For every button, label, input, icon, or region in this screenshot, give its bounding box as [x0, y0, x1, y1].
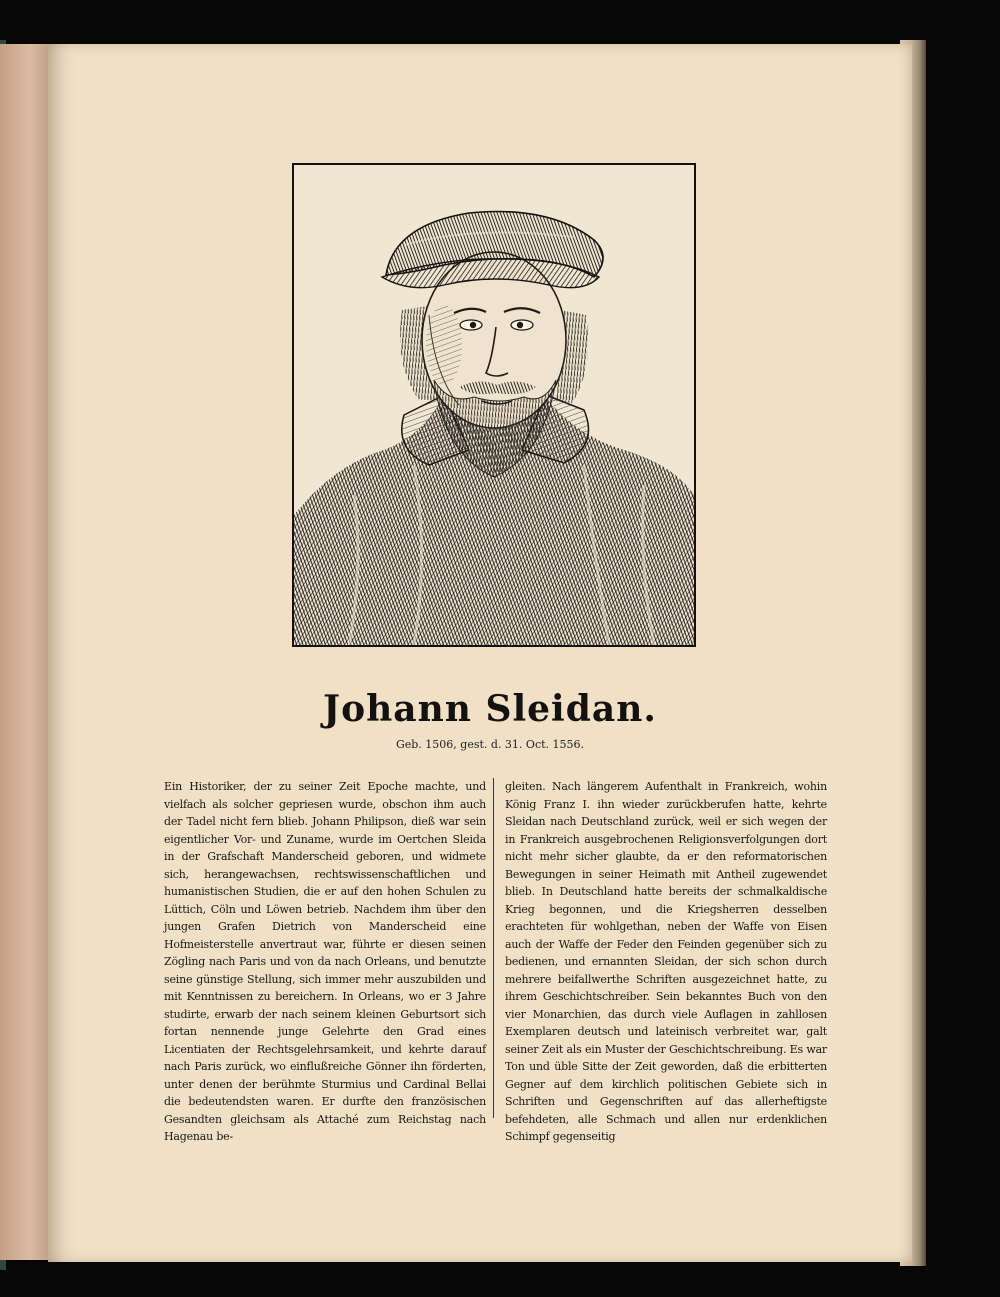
- text-column-right: gleiten. Nach längerem Aufenthalt in Frankreich, wohin König Franz I. ihn wieder zurückberufen hatte, kehrte Sleidan nach Deutschland zurück, weil er sich wegen der in Frankreich ausgebrochenen Religionsverfolgungen dort nicht mehr sicher glaubte, da er den reformatorischen Bewegungen in seiner Heimath mit Antheil zugewendet blieb. In Deutschland hatte bereits der schmalkaldische Krieg begonnen, und die Kriegsherren desselben erachteten für wohlgethan, neben der Waffe von Eisen auch der Waffe der Feder den Feinden gegenüber sich zu bedienen, und ernannten Sleidan, der sich schon durch mehrere beifallwerthe Schriften ausgezeichnet hatte, zu ihrem Geschichtschreiber. Sein bekanntes Buch von den vier Monarchien, das durch viele Auflagen in zahllosen Exemplaren deutsch und lateinisch verbreitet war, galt seiner Zeit als ein Muster der Geschichtschreibung. Es war Ton und üble Sitte der Zeit geworden, daß die erbitterten Gegner auf dem kirchlich politischen Gebiete sich in Schriften und Gegenschriften auf das allerheftigste befehdeten, alle Schmach und allen nur erdenklichen Schimpf gegenseitig: [505, 780, 827, 1143]
- column-divider: [493, 778, 494, 1118]
- text-column-left: Ein Historiker, der zu seiner Zeit Epoche machte, und vielfach als solcher gepriesen wurde, obschon ihm auch der Tadel nicht fern blieb. Johann Philipson, dieß war sein eigentlicher Vor- und Zuname, wurde im Oertchen Sleida in der Grafschaft Manderscheid geboren, und widmete sich, herangewachsen, rechtswissenschaftlichen und humanistischen Studien, die er auf den hohen Schulen zu Lüttich, Cöln und Löwen betrieb. Nachdem ihm über den jungen Grafen Dietrich von Manderscheid eine Hofmeisterstelle anvertraut war, führte er diesen seinen Zögling nach Paris und von da nach Orleans, und benutzte seine günstige Stellung, sich immer mehr auszubilden und mit Kenntnissen zu bereichern. In Orleans, wo er 3 Jahre studirte, erwarb der nach seinem kleinen Geburtsort sich fortan nennende junge Gelehrte den Grad eines Licentiaten der Rechtsgelehrsamkeit, und kehrte darauf nach Paris zurück, wo einflußreiche Gönner ihn förderten, unter denen der berühmte Sturmius und Cardinal Bellai die bedeutendsten waren. Er durfte den französischen Gesandten gleichsam als Attaché zum Reichstag nach Hagenau be-: [164, 780, 486, 1143]
- life-dates: Geb. 1506, gest. d. 31. Oct. 1556.: [395, 738, 585, 751]
- portrait-engraving: [292, 163, 696, 647]
- left-page-edge: [0, 44, 54, 1260]
- article-title: Johann Sleidan.: [323, 688, 657, 730]
- portrait-illustration: [294, 165, 694, 645]
